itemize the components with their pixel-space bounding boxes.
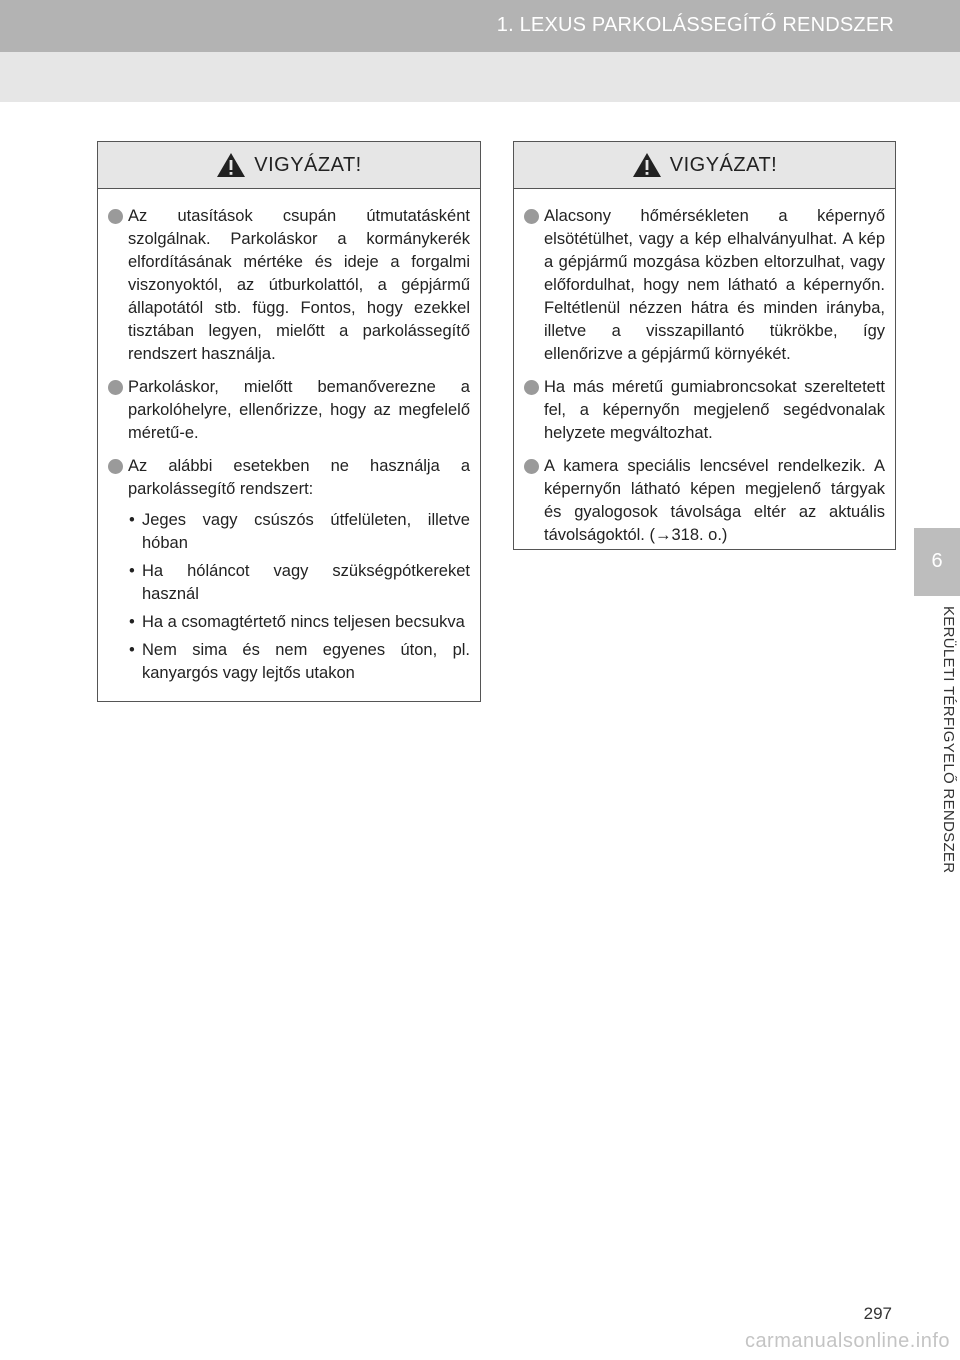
warning-item bbox=[524, 455, 885, 547]
bullet-icon bbox=[108, 209, 123, 224]
warning-item-text: Parkoláskor, mielőtt bemanőverezne a parkolóhelyre, ellenőrizze, hogy az megfelelő méretű-e. bbox=[128, 378, 470, 442]
warning-item-text: Alacsony hőmérsékleten a képernyő elsötétülhet, vagy a kép elhalványulhat. A kép a gépjármű mozgása közben eltorzulhat, vagy előfordulhat, hogy nem látható a képernyőn. Feltétlenül nézzen hátra és minden irányba, illetve a visszapillantó tükrökbe, így ellenőrizve a gépjármű környékét. bbox=[544, 207, 885, 363]
warning-item-text: Az utasítások csupán útmutatásként szolgálnak. Parkoláskor a kormánykerék elfordításának mértéke és ideje a forgalmi viszonyoktól, az útburkolattól, a gépjármű állapotától stb. függ. Fontos, hogy ezekkel tisztában legyen, mielőtt a parkolássegítő rendszert használja. bbox=[128, 207, 470, 363]
chapter-label-container bbox=[937, 606, 957, 922]
bullet-icon bbox=[524, 459, 539, 474]
bullet-icon bbox=[108, 459, 123, 474]
sub-bullet-icon: • bbox=[129, 613, 135, 631]
sub-list-item-text: Jeges vagy csúszós útfelületen, illetve hóban bbox=[142, 511, 470, 552]
warning-item bbox=[108, 455, 470, 685]
sub-list-item-text: Ha a csomagtértető nincs teljesen becsukva bbox=[142, 613, 465, 631]
chapter-tab bbox=[914, 528, 960, 596]
sub-bullet-icon: • bbox=[129, 511, 135, 529]
header-band bbox=[0, 52, 960, 102]
warning-body bbox=[514, 189, 895, 547]
bullet-icon bbox=[524, 380, 539, 395]
warning-box-left bbox=[97, 141, 481, 702]
warning-item bbox=[524, 376, 885, 445]
sub-bullet-icon: • bbox=[129, 562, 135, 580]
warning-triangle-icon bbox=[632, 152, 662, 178]
sub-list-item bbox=[128, 509, 470, 555]
page-number: 297 bbox=[863, 1304, 892, 1323]
watermark: carmanualsonline.info bbox=[744, 1330, 950, 1352]
sub-list-item-text: Ha hóláncot vagy szükségpótkereket használ bbox=[142, 562, 470, 603]
warning-title: VIGYÁZAT! bbox=[254, 153, 362, 176]
sub-list bbox=[128, 509, 470, 685]
warning-item bbox=[524, 205, 885, 366]
chapter-label: KERÜLETI TÉRFIGYELŐ RENDSZER bbox=[940, 606, 957, 874]
warning-item bbox=[108, 376, 470, 445]
sub-list-item-text: Nem sima és nem egyenes úton, pl. kanyargós vagy lejtős utakon bbox=[142, 641, 470, 682]
warning-box-header bbox=[514, 142, 895, 189]
warning-item-text: A kamera speciális lencsével rendelkezik. A képernyőn látható képen megjelenő tárgyak és gyalogosok távolsága eltér az aktuális távolságoktól. (→318. o.) bbox=[544, 457, 885, 544]
warning-item bbox=[108, 205, 470, 366]
chapter-number: 6 bbox=[931, 550, 943, 572]
bullet-icon bbox=[524, 209, 539, 224]
warning-title: VIGYÁZAT! bbox=[669, 153, 778, 176]
header-bar bbox=[0, 0, 960, 52]
sub-list-item bbox=[128, 639, 470, 685]
sub-bullet-icon: • bbox=[129, 641, 135, 659]
bullet-icon bbox=[108, 380, 123, 395]
warning-triangle-icon bbox=[216, 152, 246, 178]
sub-list-item bbox=[128, 611, 470, 634]
warning-box-right bbox=[513, 141, 896, 550]
warning-item-text: Az alábbi esetekben ne használja a parkolássegítő rendszert: bbox=[128, 457, 470, 498]
section-title: 1. LEXUS PARKOLÁSSEGÍTŐ RENDSZER bbox=[496, 14, 894, 36]
warning-item-text: Ha más méretű gumiabroncsokat szereltetett fel, a képernyőn megjelenő segédvonalak helyzete megváltozhat. bbox=[544, 378, 885, 442]
warning-box-header bbox=[98, 142, 480, 189]
sub-list-item bbox=[128, 560, 470, 606]
warning-body bbox=[98, 189, 480, 685]
